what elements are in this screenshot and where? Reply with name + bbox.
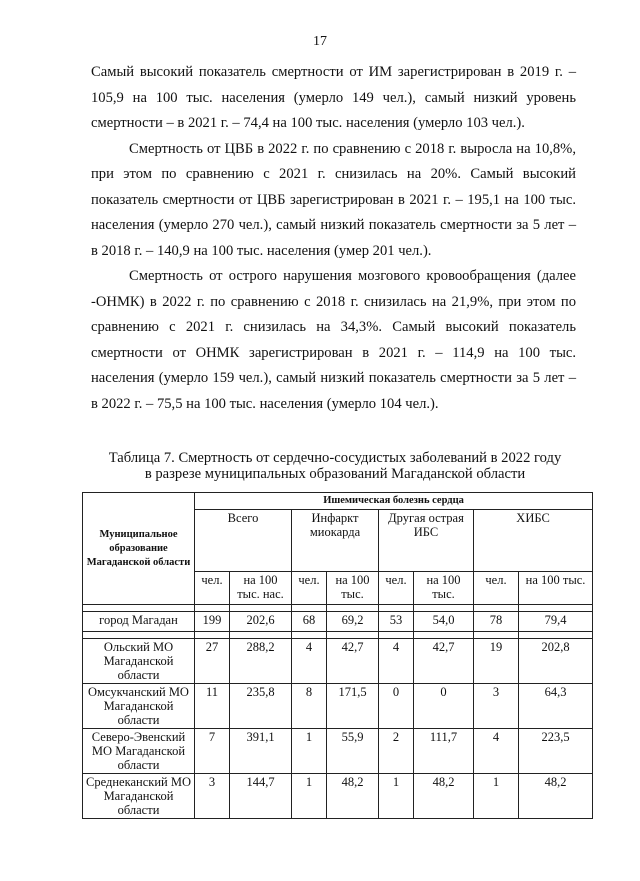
value-cell: 11 bbox=[195, 684, 230, 729]
value-cell: 55,9 bbox=[327, 729, 379, 774]
value-cell: 1 bbox=[474, 774, 519, 819]
value-cell: 19 bbox=[474, 639, 519, 684]
value-cell: 68 bbox=[292, 612, 327, 632]
unit-header: на 100 тыс. bbox=[414, 572, 474, 605]
value-cell: 4 bbox=[292, 639, 327, 684]
unit-header: чел. bbox=[474, 572, 519, 605]
unit-header: чел. bbox=[379, 572, 414, 605]
unit-header: чел. bbox=[292, 572, 327, 605]
value-cell: 3 bbox=[195, 774, 230, 819]
value-cell: 235,8 bbox=[230, 684, 292, 729]
value-cell: 223,5 bbox=[519, 729, 593, 774]
value-cell: 69,2 bbox=[327, 612, 379, 632]
subheader-hibs: ХИБС bbox=[474, 510, 593, 572]
value-cell: 144,7 bbox=[230, 774, 292, 819]
mortality-table bbox=[82, 492, 593, 819]
paragraph-onmk: Смертность от острого нарушения мозгового кровообращения (далее -ОНМК) в 2022 г. по сравнению с 2018 г. снизилась на 21,9%, при этом по сравнению с 2021 г. снизилась на 34,3%. Самый высокий показатель смертности от ОНМК зарегистрирован в 2021 г. – 114,9 на 100 тыс. населения (умерло 159 чел.), самый низкий показатель смертности за 5 лет – в 2022 г. – 75,5 на 100 тыс. населения (умерло 104 чел.). bbox=[91, 268, 576, 412]
subheader-other-acute-ibs: Другая острая ИБС bbox=[379, 510, 474, 572]
value-cell: 4 bbox=[474, 729, 519, 774]
value-cell: 27 bbox=[195, 639, 230, 684]
region-cell: Ольский МО Магаданской области bbox=[83, 639, 195, 684]
table-row bbox=[83, 684, 593, 729]
paragraph-im: Самый высокий показатель смертности от ИМ зарегистрирован в 2019 г. – 105,9 на 100 тыс. населения (умерло 149 чел.), самый низкий уровень смертности – в 2021 г. – 74,4 на 100 тыс. населения (умерло 103 чел.). bbox=[91, 64, 576, 131]
value-cell: 78 bbox=[474, 612, 519, 632]
region-cell: Северо-Эвенский МО Магаданской области bbox=[83, 729, 195, 774]
region-cell: Среднеканский МО Магаданской области bbox=[83, 774, 195, 819]
table-row bbox=[83, 612, 593, 632]
unit-header: на 100 тыс. bbox=[327, 572, 379, 605]
value-cell: 202,8 bbox=[519, 639, 593, 684]
unit-header: на 100 тыс. bbox=[519, 572, 593, 605]
value-cell: 7 bbox=[195, 729, 230, 774]
header-group-ibs: Ишемическая болезнь сердца bbox=[195, 493, 593, 510]
paragraph-cvb: Смертность от ЦВБ в 2022 г. по сравнению с 2018 г. выросла на 10,8%, при этом по сравнению с 2021 г. снизилась на 20%. Самый высокий показатель смертности от ЦВБ зарегистрирован в 2021 г. – 195,1 на 100 тыс. населения (умерло 270 чел.), самый низкий показатель смертности за 5 лет – в 2018 г. – 140,9 на 100 тыс. населения (умер 201 чел.). bbox=[91, 140, 576, 259]
value-cell: 0 bbox=[379, 684, 414, 729]
value-cell: 0 bbox=[414, 684, 474, 729]
region-cell: город Магадан bbox=[83, 612, 195, 632]
value-cell: 199 bbox=[195, 612, 230, 632]
region-cell: Омсукчанский МО Магаданской области bbox=[83, 684, 195, 729]
unit-header: на 100 тыс. нас. bbox=[230, 572, 292, 605]
table-spacer-row bbox=[83, 632, 593, 639]
table-caption-line-1: Таблица 7. Смертность от сердечно-сосудистых заболеваний в 2022 году bbox=[108, 450, 562, 466]
value-cell: 288,2 bbox=[230, 639, 292, 684]
table-caption-line-2: в разрезе муниципальных образований Магаданской области bbox=[144, 466, 526, 482]
body-text bbox=[91, 60, 576, 417]
value-cell: 3 bbox=[474, 684, 519, 729]
table-caption bbox=[80, 450, 590, 482]
value-cell: 53 bbox=[379, 612, 414, 632]
value-cell: 79,4 bbox=[519, 612, 593, 632]
value-cell: 8 bbox=[292, 684, 327, 729]
header-region: Муниципальное образование Магаданской области bbox=[83, 493, 195, 605]
value-cell: 391,1 bbox=[230, 729, 292, 774]
table-spacer-row bbox=[83, 605, 593, 612]
value-cell: 202,6 bbox=[230, 612, 292, 632]
value-cell: 42,7 bbox=[414, 639, 474, 684]
value-cell: 48,2 bbox=[519, 774, 593, 819]
table-row bbox=[83, 774, 593, 819]
value-cell: 171,5 bbox=[327, 684, 379, 729]
value-cell: 1 bbox=[292, 774, 327, 819]
value-cell: 4 bbox=[379, 639, 414, 684]
subheader-infarction: Инфаркт миокарда bbox=[292, 510, 379, 572]
value-cell: 48,2 bbox=[327, 774, 379, 819]
value-cell: 111,7 bbox=[414, 729, 474, 774]
table-row bbox=[83, 639, 593, 684]
value-cell: 2 bbox=[379, 729, 414, 774]
value-cell: 1 bbox=[379, 774, 414, 819]
value-cell: 48,2 bbox=[414, 774, 474, 819]
value-cell: 64,3 bbox=[519, 684, 593, 729]
subheader-total: Всего bbox=[195, 510, 292, 572]
value-cell: 42,7 bbox=[327, 639, 379, 684]
value-cell: 54,0 bbox=[414, 612, 474, 632]
page-number: 17 bbox=[313, 34, 327, 49]
value-cell: 1 bbox=[292, 729, 327, 774]
table-row bbox=[83, 729, 593, 774]
unit-header: чел. bbox=[195, 572, 230, 605]
